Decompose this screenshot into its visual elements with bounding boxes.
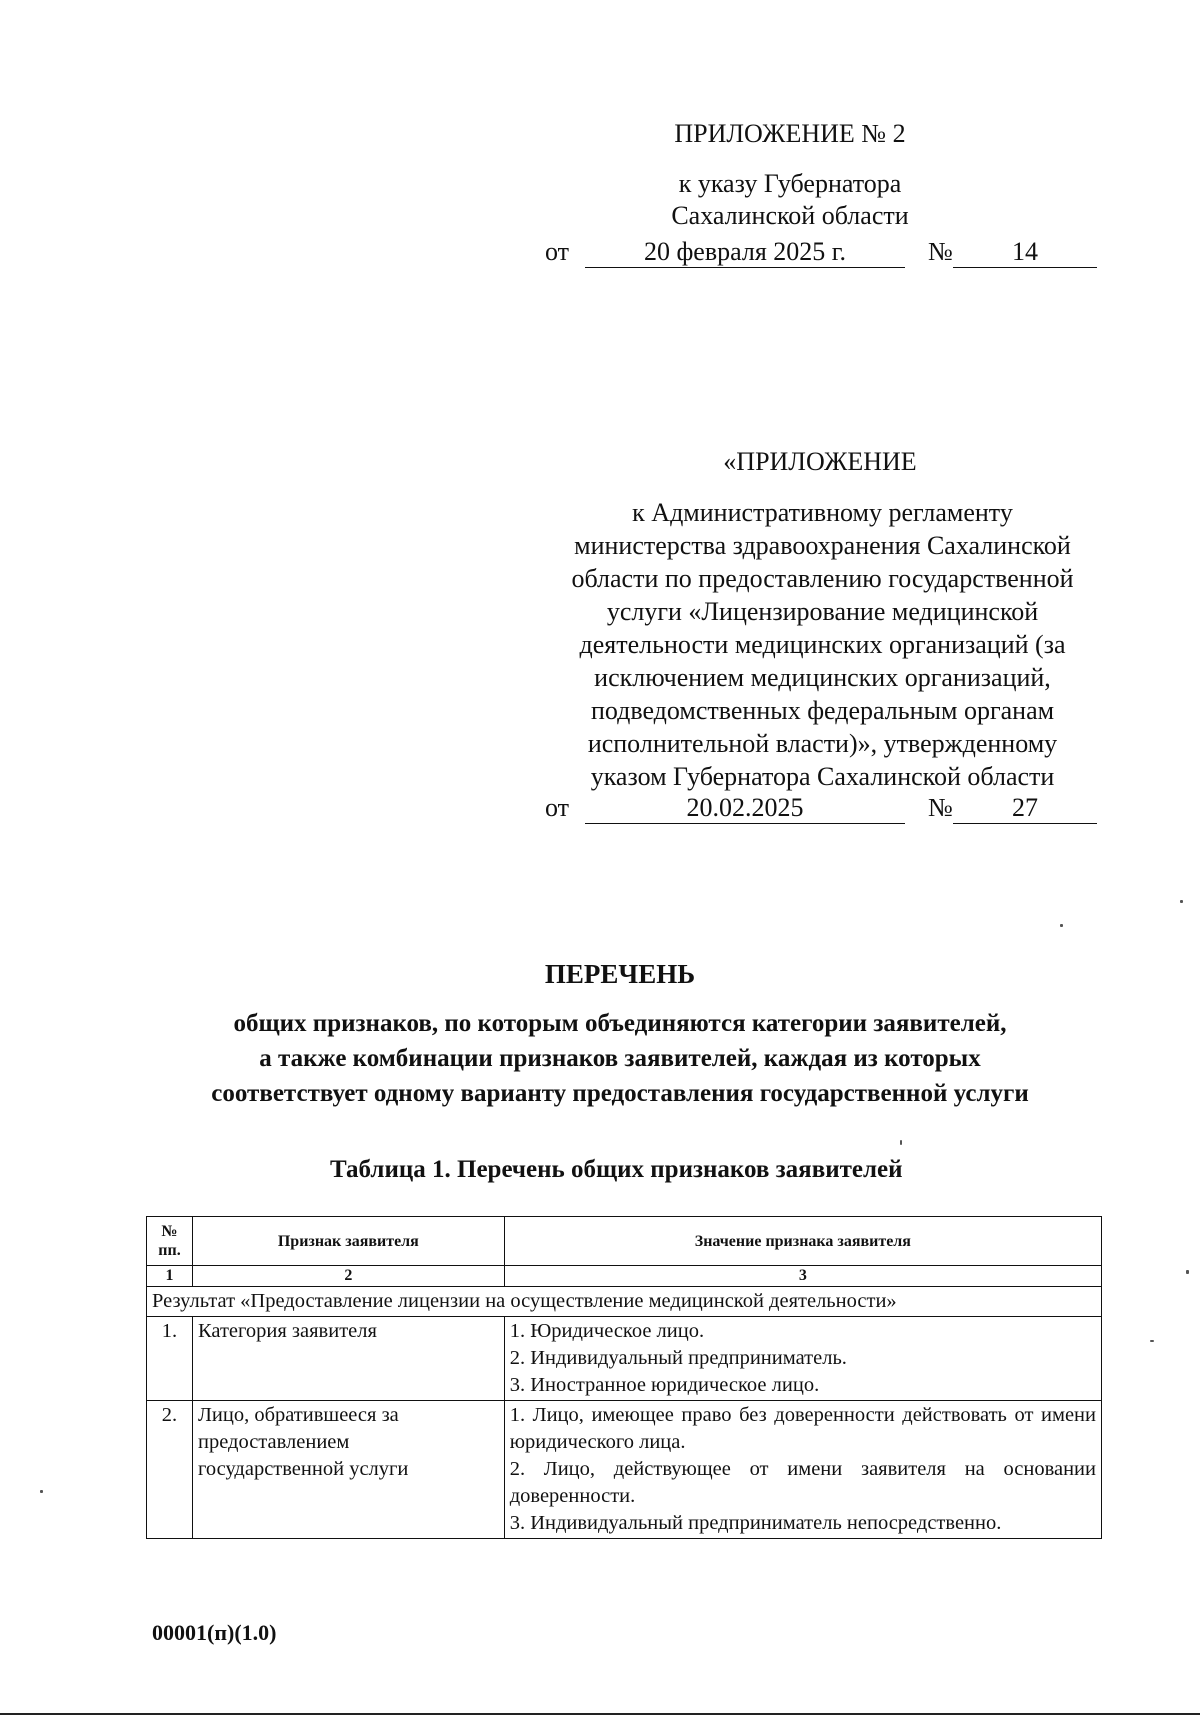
appendix-main-date: 20.02.2025 bbox=[585, 792, 905, 824]
appendix-main-line: министерства здравоохранения Сахалинской bbox=[574, 531, 1071, 560]
column-number: 2 bbox=[192, 1266, 504, 1287]
appendix-2-date: 20 февраля 2025 г. bbox=[585, 236, 905, 268]
row-attribute: Категория заявителя bbox=[192, 1317, 504, 1401]
scan-speck bbox=[1186, 1270, 1189, 1274]
scan-speck bbox=[40, 1490, 43, 1493]
appendix-main-line: к Административному регламенту bbox=[632, 498, 1013, 527]
scan-speck bbox=[1060, 924, 1063, 927]
table-header-row bbox=[147, 1217, 1102, 1266]
header-number-symbol: № bbox=[161, 1223, 178, 1240]
from-label: от bbox=[545, 237, 570, 266]
appendix-2-subtitle bbox=[620, 168, 960, 232]
header-attribute: Признак заявителя bbox=[192, 1217, 504, 1266]
appendix-main-line: деятельности медицинских организаций (за bbox=[579, 630, 1066, 659]
list-subtitle-line: общих признаков, по которым объединяются категории заявителей, bbox=[233, 1010, 1007, 1037]
column-number: 1 bbox=[147, 1266, 193, 1287]
result-cell: Результат «Предоставление лицензии на осуществление медицинской деятельности» bbox=[147, 1287, 1102, 1317]
row-attribute: Лицо, обратившееся за предоставлением государственной услуги bbox=[192, 1401, 504, 1539]
scan-speck bbox=[900, 1140, 902, 1145]
list-subtitle bbox=[140, 1006, 1100, 1111]
header-value: Значение признака заявителя bbox=[504, 1217, 1101, 1266]
appendix-2-line1: к указу Губернатора bbox=[678, 169, 902, 198]
value-item: 2. Индивидуальный предприниматель. bbox=[509, 1347, 847, 1369]
number-label: № bbox=[928, 237, 953, 266]
value-item: 3. Иностранное юридическое лицо. bbox=[509, 1374, 820, 1396]
list-subtitle-line: соответствует одному варианту предоставления государственной услуги bbox=[211, 1080, 1029, 1107]
value-item: 2. Лицо, действующее от имени заявителя на основании доверенности. bbox=[509, 1458, 1096, 1507]
appendix-main-subtitle bbox=[545, 496, 1100, 793]
table-row bbox=[147, 1401, 1102, 1539]
column-number: 3 bbox=[504, 1266, 1101, 1287]
appendix-2-line2: Сахалинской области bbox=[671, 201, 909, 230]
from-label: от bbox=[545, 793, 570, 822]
appendix-main-date-row bbox=[545, 792, 1105, 826]
appendix-main-title: «ПРИЛОЖЕНИЕ bbox=[723, 447, 917, 476]
row-index: 2. bbox=[147, 1401, 193, 1539]
appendix-main-line: услуги «Лицензирование медицинской bbox=[606, 597, 1039, 626]
table-result-row bbox=[147, 1287, 1102, 1317]
value-item: 1. Лицо, имеющее право без доверенности действовать от имени юридического лица. bbox=[509, 1404, 1096, 1453]
scan-speck bbox=[1150, 1340, 1154, 1342]
list-title: ПЕРЕЧЕНЬ bbox=[544, 959, 696, 989]
appendix-main-line: исполнительной власти)», утвержденному bbox=[587, 729, 1058, 758]
appendix-2-title: ПРИЛОЖЕНИЕ № 2 bbox=[674, 119, 906, 148]
number-label: № bbox=[928, 793, 953, 822]
value-item: 1. Юридическое лицо. bbox=[509, 1320, 705, 1342]
scan-edge-line bbox=[0, 1713, 1200, 1715]
appendix-main-line: подведомственных федеральным органам bbox=[590, 696, 1055, 725]
document-code: 00001(п)(1.0) bbox=[152, 1620, 277, 1645]
appendix-main-line: области по предоставлению государственной bbox=[571, 564, 1074, 593]
row-index: 1. bbox=[147, 1317, 193, 1401]
table-row bbox=[147, 1317, 1102, 1401]
table-caption: Таблица 1. Перечень общих признаков заявителей bbox=[330, 1156, 903, 1183]
appendix-2-number: 14 bbox=[953, 236, 1097, 268]
list-subtitle-line: а также комбинации признаков заявителей, каждая из которых bbox=[259, 1045, 981, 1072]
header-number bbox=[147, 1217, 193, 1266]
column-number-row bbox=[147, 1266, 1102, 1287]
appendix-main-line: указом Губернатора Сахалинской области bbox=[590, 762, 1055, 791]
row-values bbox=[504, 1401, 1101, 1539]
appendix-2-date-row bbox=[545, 236, 1105, 270]
appendix-main-line: исключением медицинских организаций, bbox=[594, 663, 1051, 692]
applicant-attributes-table bbox=[146, 1216, 1102, 1539]
header-number-abbr: пп. bbox=[158, 1242, 181, 1259]
row-values bbox=[504, 1317, 1101, 1401]
value-item: 3. Индивидуальный предприниматель непосредственно. bbox=[509, 1512, 1002, 1534]
scan-speck bbox=[1180, 900, 1183, 903]
appendix-main-number: 27 bbox=[953, 792, 1097, 824]
